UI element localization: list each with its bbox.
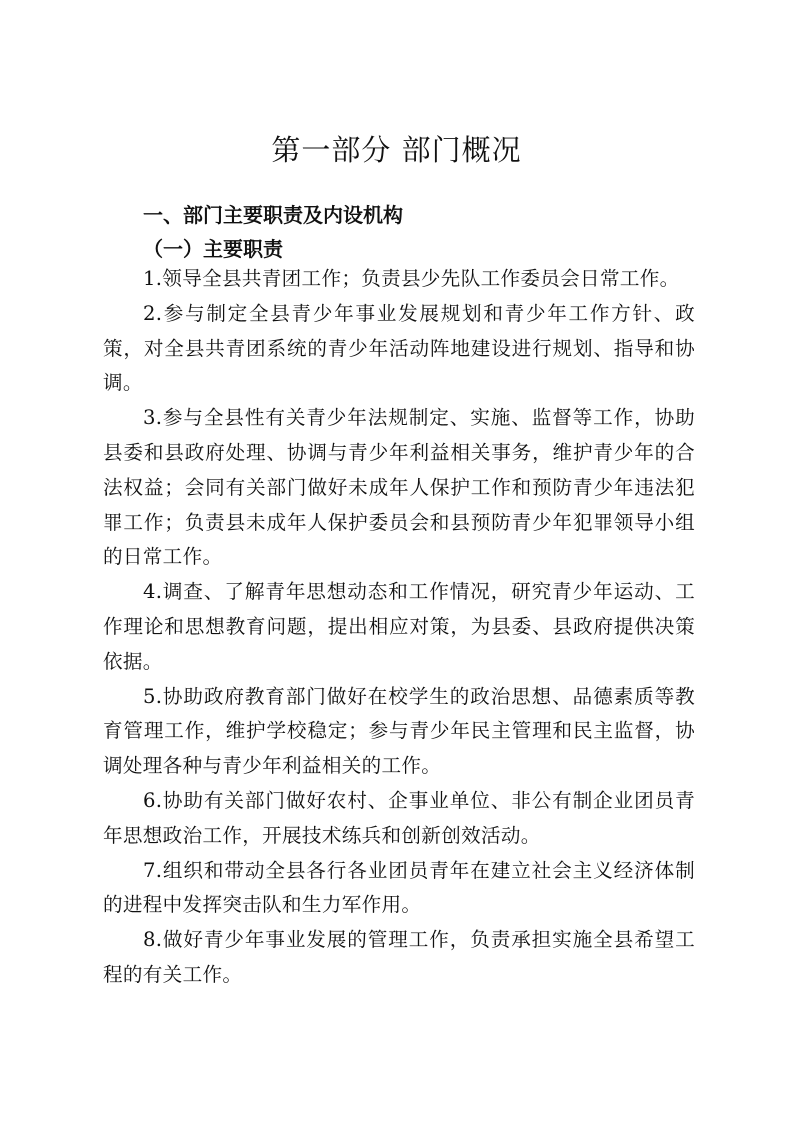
duty-paragraph: 6.协助有关部门做好农村、企事业单位、非公有制企业团员青年思想政治工作，开展技术练兵和创新创效活动。 <box>103 788 695 847</box>
subsection-heading: （一）主要职责 <box>143 237 283 261</box>
duty-paragraph: 3.参与全县性有关青少年法规制定、实施、监督等工作，协助县委和县政府处理、协调与青少年利益相关事务，维护青少年的合法权益；会同有关部门做好未成年人保护工作和预防青少年违法犯罪工作；负责县未成年人保护委员会和县预防青少年犯罪领导小组的日常工作。 <box>103 406 695 569</box>
duty-paragraph: 7.组织和带动全县各行各业团员青年在建立社会主义经济体制的进程中发挥突击队和生力军作用。 <box>103 858 695 917</box>
duty-paragraph: 4.调查、了解青年思想动态和工作情况，研究青少年运动、工作理论和思想教育问题，提出相应对策，为县委、县政府提供决策依据。 <box>103 580 695 673</box>
duty-paragraph: 1.领导全县共青团工作；负责县少先队工作委员会日常工作。 <box>143 267 680 290</box>
duty-paragraph: 8.做好青少年事业发展的管理工作，负责承担实施全县希望工程的有关工作。 <box>103 928 695 986</box>
duty-paragraph: 2.参与制定全县青少年事业发展规划和青少年工作方针、政策，对全县共青团系统的青少年活动阵地建设进行规划、指导和协调。 <box>103 301 695 395</box>
duties-list <box>103 262 695 993</box>
page-title: 第一部分 部门概况 <box>271 133 522 167</box>
duty-paragraph: 5.协助政府教育部门做好在校学生的政治思想、品德素质等教育管理工作，维护学校稳定；参与青少年民主管理和民主监督，协调处理各种与青少年利益相关的工作。 <box>103 684 695 778</box>
section-heading: 一、部门主要职责及内设机构 <box>143 203 403 227</box>
